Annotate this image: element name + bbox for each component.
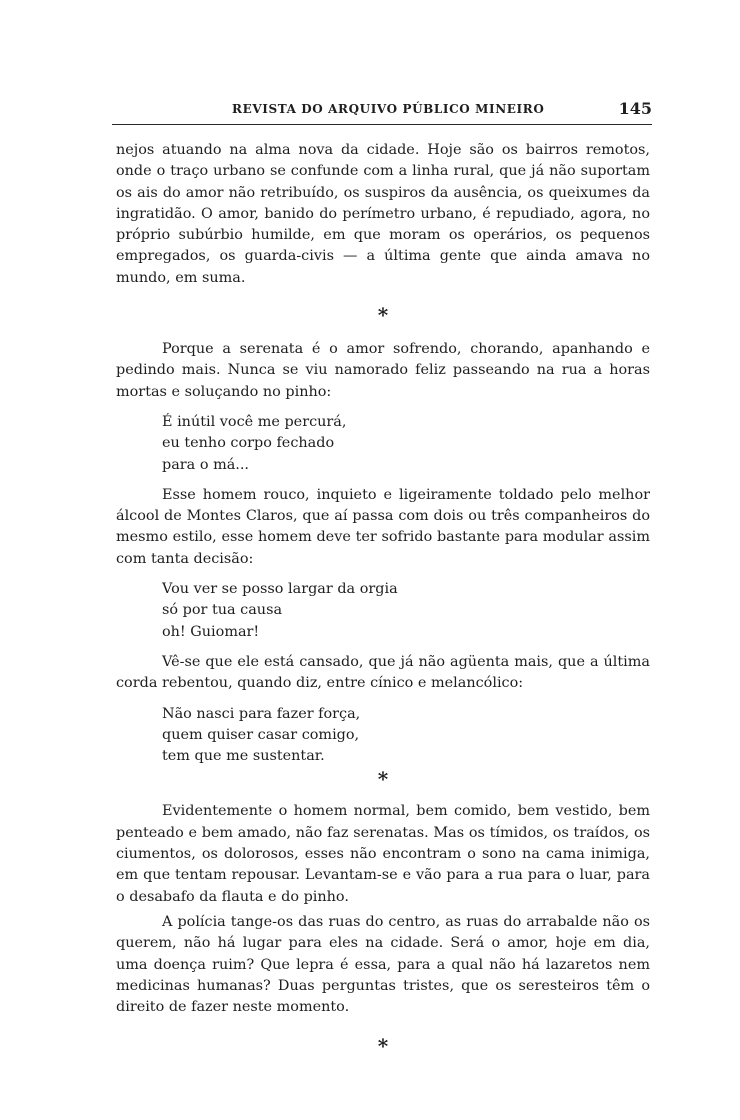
verse-2: [162, 579, 650, 643]
verse-line: só por tua causa: [162, 602, 283, 619]
paragraph-6: A polícia tange-os das ruas do centro, as ruas do arrabalde não os querem, não há lugar para eles na cidade. Será o amor, hoje em dia, uma doença ruim? Que lepra é essa, para a qual não há lazaretos nem medicinas humanas? Duas perguntas tristes, que os seresteiros têm o direito de fazer neste momento.: [116, 913, 650, 1016]
paragraph-5: Evidentemente o homem normal, bem comido, bem vestido, bem penteado e bem amado, não faz serenatas. Mas os tímidos, os traídos, os ciumentos, os dolorosos, esses não encontram o sono na cama inimiga, em que tentam repousar. Levantam-se e vão para a rua para o luar, para o desabafo da flauta e do pinho.: [116, 803, 650, 905]
verse-line: tem que me sustentar.: [162, 748, 325, 765]
verse-1: [162, 412, 650, 476]
verse-3: [162, 704, 650, 768]
journal-title: REVISTA DO ARQUIVO PÚBLICO MINEIRO: [232, 102, 545, 116]
verse-line: oh! Guiomar!: [162, 623, 260, 640]
verse-line: quem quiser casar comigo,: [162, 726, 360, 743]
page-number: 145: [618, 99, 652, 118]
section-separator: *: [377, 303, 389, 328]
verse-line: Não nasci para fazer força,: [162, 705, 361, 722]
paragraph-3: Esse homem rouco, inquieto e ligeiramente toldado pelo melhor álcool de Montes Claros, que aí passa com dois ou três companheiros do mesmo estilo, esse homem deve ter sofrido bastante para modular assim com tanta decisão:: [116, 486, 650, 567]
verse-line: para o má...: [162, 456, 250, 473]
running-header: [112, 100, 652, 120]
article-body: [116, 140, 650, 1059]
paragraph-4: Vê-se que ele está cansado, que já não agüenta mais, que a última corda rebentou, quando diz, entre cínico e melancólico:: [116, 653, 650, 692]
verse-line: eu tenho corpo fechado: [162, 435, 335, 452]
header-rule: [112, 124, 652, 125]
verse-line: Vou ver se posso largar da orgia: [162, 581, 398, 598]
section-separator: *: [377, 1034, 389, 1059]
paragraph-1: nejos atuando na alma nova da cidade. Hoje são os bairros remotos, onde o traço urbano se confunde com a linha rural, que já não suportam os ais do amor não retribuído, os suspiros da ausência, os queixumes da ingratidão. O amor, banido do perímetro urbano, é repudiado, agora, no próprio subúrbio humilde, em que moram os operários, os pequenos empregados, os guarda-civis — a última gente que ainda amava no mundo, em suma.: [116, 142, 650, 286]
section-separator: *: [377, 767, 389, 792]
paragraph-2: Porque a serenata é o amor sofrendo, chorando, apanhando e pedindo mais. Nunca se viu namorado feliz passeando na rua a horas mortas e soluçando no pinho:: [116, 341, 650, 400]
verse-line: É inútil você me percurá,: [162, 413, 347, 430]
